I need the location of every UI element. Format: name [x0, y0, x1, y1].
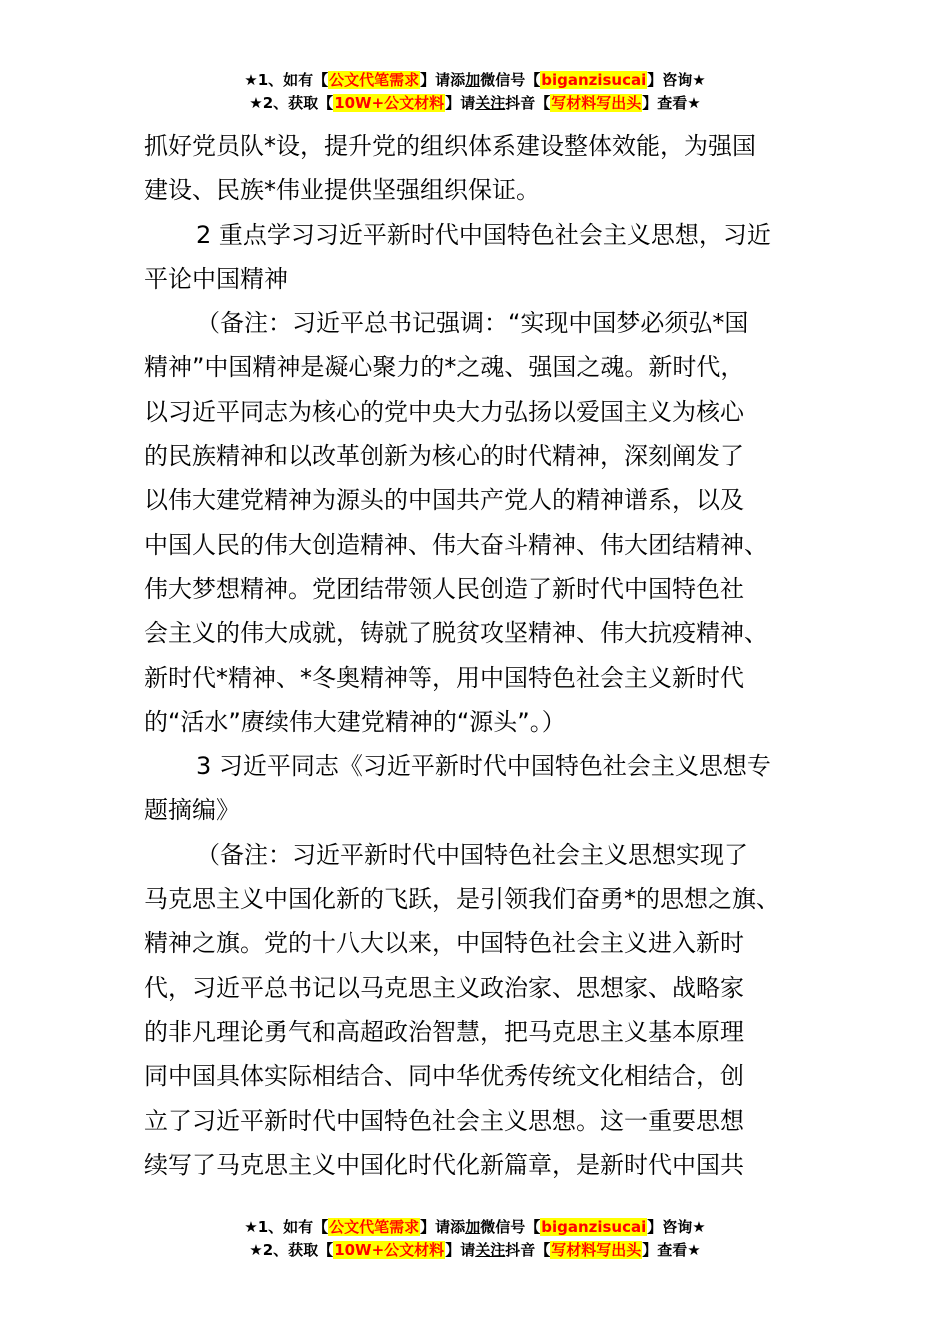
- text-line: 的“活水”赓续伟大建党精神的“源头”。）: [144, 707, 566, 736]
- text-line: 伟大梦想精神。党团结带领人民创造了新时代中国特色社: [144, 574, 744, 603]
- text-line: 马克思主义中国化新的飞跃，是引领我们奋勇*的思想之旗、: [144, 885, 780, 914]
- banner-line-2: [0, 1239, 950, 1262]
- banner-text: 微信号【: [480, 1218, 541, 1236]
- text-line: 同中国具体实际相结合、同中华优秀传统文化相结合，创: [144, 1062, 744, 1091]
- highlight-materials: 10W+公文材料: [334, 94, 445, 112]
- text-line: 的非凡理论勇气和高超政治智慧，把马克思主义基本原理: [144, 1017, 744, 1046]
- banner-line-1: [0, 69, 950, 92]
- banner-text: 抖音【: [505, 94, 551, 112]
- highlight-wechat-id: biganzisucai: [541, 1218, 647, 1236]
- banner-line-2: [0, 92, 950, 115]
- banner-text: 加: [465, 1218, 481, 1236]
- text-line: 精神”中国精神是凝心聚力的*之魂、强国之魂。新时代，: [144, 353, 745, 382]
- banner-text: ★1、如有【: [244, 71, 329, 89]
- banner-text: ★2、获取【: [249, 1241, 334, 1259]
- text-line: 新时代*精神、*冬奥精神等，用中国特色社会主义新时代: [144, 663, 744, 692]
- document-body: [144, 124, 810, 1187]
- banner-text: 】查看★: [642, 1241, 701, 1259]
- highlight-douyin: 写材料写出头: [551, 94, 642, 112]
- banner-text: ★2、获取【: [249, 94, 334, 112]
- text-line: 精神之旗。党的十八大以来，中国特色社会主义进入新时: [144, 929, 744, 958]
- text-line: 代，习近平总书记以马克思主义政治家、思想家、战略家: [144, 973, 744, 1002]
- note-paragraph-start: （备注：习近平总书记强调：“实现中国梦必须弘*国: [196, 309, 749, 338]
- text-line: 以习近平同志为核心的党中央大力弘扬以爱国主义为核心: [144, 397, 744, 426]
- text-line: 以伟大建党精神为源头的中国共产党人的精神谱系，以及: [144, 486, 744, 515]
- note-paragraph-start: （备注：习近平新时代中国特色社会主义思想实现了: [196, 840, 748, 869]
- highlight-writing-service: 公文代笔需求: [329, 1218, 420, 1236]
- text-line: 的民族精神和以改革创新为核心的时代精神，深刻阐发了: [144, 442, 744, 471]
- banner-text: 关注: [475, 94, 506, 112]
- banner-text: 加: [465, 71, 481, 89]
- text-line: 中国人民的伟大创造精神、伟大奋斗精神、伟大团结精神、: [144, 530, 768, 559]
- highlight-douyin: 写材料写出头: [551, 1241, 642, 1259]
- text-line: 续写了马克思主义中国化时代化新篇章，是新时代中国共: [144, 1150, 744, 1179]
- banner-line-1: [0, 1216, 950, 1239]
- banner-text: 】请添: [420, 1218, 466, 1236]
- section-heading-2: 2 重点学习习近平新时代中国特色社会主义思想，习近: [196, 220, 771, 249]
- banner-text: 】咨询★: [647, 71, 706, 89]
- banner-text: 】查看★: [642, 94, 701, 112]
- text-line: 抓好党员队*设，提升党的组织体系建设整体效能，为强国: [144, 132, 756, 160]
- highlight-materials: 10W+公文材料: [334, 1241, 445, 1259]
- text-line: 题摘编》: [144, 796, 240, 825]
- text-line: 立了习近平新时代中国特色社会主义思想。这一重要思想: [144, 1106, 744, 1135]
- text-line: 会主义的伟大成就，铸就了脱贫攻坚精神、伟大抗疫精神、: [144, 619, 768, 648]
- text-line: 平论中国精神: [144, 264, 288, 293]
- banner-text: 】咨询★: [647, 1218, 706, 1236]
- highlight-writing-service: 公文代笔需求: [329, 71, 420, 89]
- banner-text: 】请: [445, 1241, 476, 1259]
- text-line: 建设、民族*伟业提供坚强组织保证。: [144, 176, 540, 205]
- section-heading-3: 3 习近平同志《习近平新时代中国特色社会主义思想专: [196, 752, 771, 781]
- banner-text: 】请添: [420, 71, 466, 89]
- footer-banner: [0, 1216, 950, 1262]
- banner-text: 抖音【: [505, 1241, 551, 1259]
- banner-text: 】请: [445, 94, 476, 112]
- highlight-wechat-id: biganzisucai: [541, 71, 647, 89]
- banner-text: ★1、如有【: [244, 1218, 329, 1236]
- header-banner: [0, 69, 950, 115]
- banner-text: 关注: [475, 1241, 506, 1259]
- banner-text: 微信号【: [480, 71, 541, 89]
